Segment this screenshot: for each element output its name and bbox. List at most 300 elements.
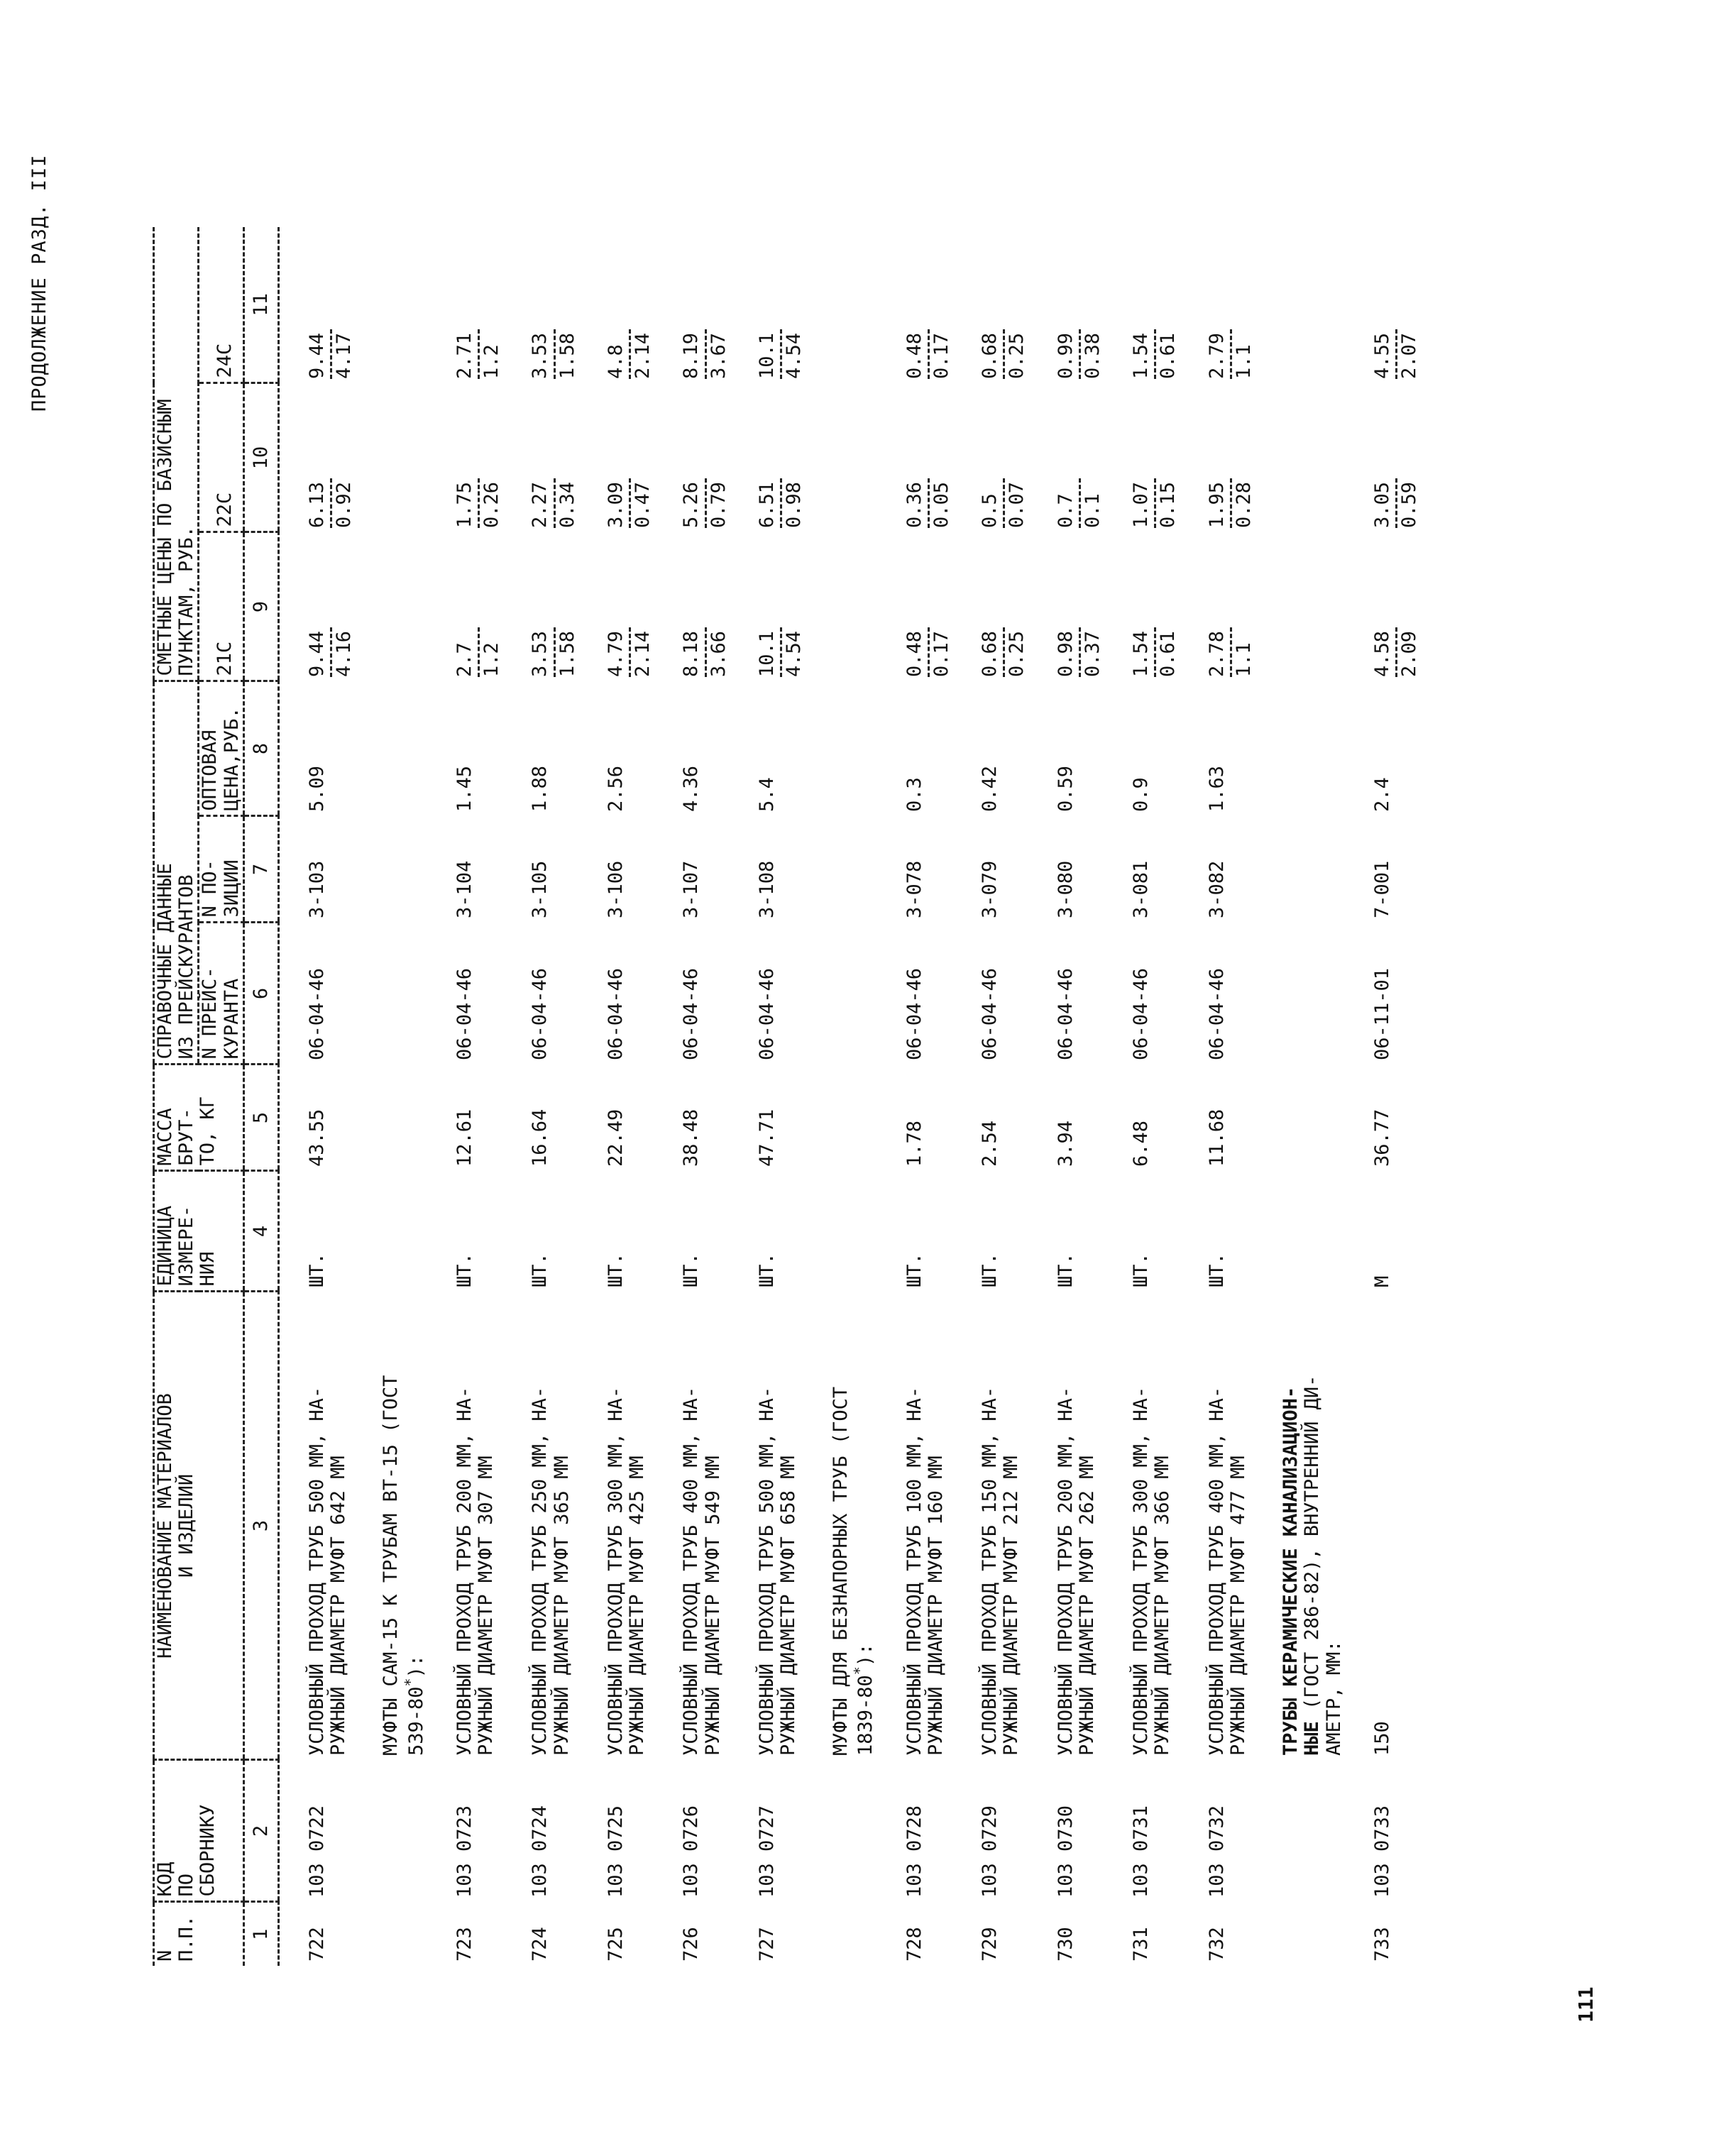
row-position: 7-001 [1370,860,1393,918]
table-body [278,227,1420,1966]
price-value-top: 9.44 [305,630,328,677]
price-value-bottom: 0.05 [930,481,952,528]
row-mass: 47.71 [755,1109,778,1167]
row-position: 3-080 [1054,860,1077,918]
row-price-22c [1345,383,1420,532]
row-unit: ШТ. [529,1253,551,1287]
price-value-top: 0.68 [979,630,1001,677]
row-name: УСЛОВНЫЙ ПРОХОД ТРУБ 250 ММ, НА- РУЖНЫЙ ДИАМЕТР МУФТ 365 ММ [529,1386,573,1756]
row-position: 3-107 [680,860,703,918]
row-number: 729 [979,1927,1001,1962]
row-price-24c [502,227,578,383]
row-pricelist: 06-04-46 [1130,967,1153,1060]
column-number-row [243,227,278,1966]
price-value-bottom: 0.92 [333,481,356,528]
price-value-bottom: 1.58 [556,630,578,677]
row-name: УСЛОВНЫЙ ПРОХОД ТРУБ 500 ММ, НА- РУЖНЫЙ ДИАМЕТР МУФТ 642 ММ [305,1386,350,1756]
row-mass: 1.78 [903,1120,925,1167]
price-value-top: 1.75 [453,481,476,528]
price-value-bottom: 0.17 [930,332,952,379]
row-pricelist: 06-11-01 [1370,967,1393,1060]
row-price-22c [877,383,952,532]
price-value-bottom: 0.26 [480,481,503,528]
price-value-bottom: 0.98 [782,481,805,528]
fraction-divider [1395,478,1397,528]
price-value-top: 0.48 [903,332,925,379]
fraction-divider [1395,627,1397,677]
fraction-divider [1230,627,1232,677]
row-mass: 6.48 [1130,1120,1153,1167]
row-pricelist: 06-04-46 [755,967,778,1060]
row-position: 3-104 [453,860,476,918]
group-heading-bold: ТРУБЫ КЕРАМИЧЕСКИЕ КАНАЛИЗАЦИОН- НЫЕ [1280,1386,1324,1756]
fraction-divider [780,329,782,379]
rotated-page [0,154,1709,2129]
price-value-top: 0.36 [903,481,925,528]
price-fraction [1372,537,1420,677]
price-value-top: 6.13 [305,481,328,528]
price-fraction [904,537,952,677]
row-price-22c [1104,383,1179,532]
row-price-22c [427,383,502,532]
price-value-top: 4.58 [1370,630,1393,677]
col-number: 8 [243,681,278,816]
price-fraction [1055,537,1104,677]
fraction-divider [1003,627,1005,677]
row-wholesale: 2.4 [1370,777,1393,812]
row-price-22c [730,383,805,532]
row-price-21c [877,532,952,681]
col-group-prices: СМЕТНЫЕ ЦЕНЫ ПО БАЗИСНЫМ ПУНКТАМ, РУБ. [154,227,199,681]
price-fraction [904,231,952,379]
fraction-divider [1154,627,1156,677]
price-value-bottom: 2.07 [1397,332,1420,379]
price-fraction [1207,231,1255,379]
price-value-top: 8.18 [680,630,703,677]
price-value-top: 8.19 [680,332,703,379]
row-wholesale: 2.56 [604,765,627,812]
page-number: 111 [1574,1986,1598,2023]
price-value-top: 1.07 [1130,481,1153,528]
col-number: 10 [243,383,278,532]
row-name: УСЛОВНЫЙ ПРОХОД ТРУБ 500 ММ, НА- РУЖНЫЙ ДИАМЕТР МУФТ 658 ММ [755,1386,799,1756]
col-number: 7 [243,816,278,923]
price-value-top: 4.55 [1370,332,1393,379]
fraction-divider [780,627,782,677]
fraction-divider [478,329,480,379]
table-row [1180,227,1255,1966]
row-number: 732 [1205,1927,1228,1962]
price-fraction [1207,387,1255,528]
price-value-bottom: 3.67 [707,332,730,379]
price-fraction [454,537,502,677]
fraction-divider [554,329,556,379]
row-price-22c [654,383,729,532]
table-row [877,227,952,1966]
price-value-top: 4.8 [604,344,627,379]
row-price-21c [730,532,805,681]
row-name: 150 [1370,1721,1393,1756]
fraction-divider [928,329,930,379]
row-unit: ШТ. [755,1253,778,1287]
price-value-bottom: 0.15 [1157,481,1180,528]
col-header-mass: МАССА БРУТ- ТО, КГ [154,1065,244,1171]
group-heading [805,227,877,1760]
row-price-22c [1028,383,1104,532]
price-fraction [681,537,729,677]
row-price-22c [278,383,355,532]
price-value-top: 1.95 [1205,481,1228,528]
row-code: 103 0728 [903,1805,925,1898]
empty-cell [1255,1902,1345,1966]
row-code: 103 0732 [1205,1805,1228,1898]
row-position: 3-078 [903,860,925,918]
price-fraction [605,387,654,528]
price-value-top: 10.1 [755,332,778,379]
col-header-22c: 22С [199,383,243,532]
price-value-top: 9.44 [305,332,328,379]
row-pricelist: 06-04-46 [604,967,627,1060]
price-value-bottom: 0.79 [707,481,730,528]
header-row [154,227,199,1966]
row-pricelist: 06-04-46 [979,967,1001,1060]
price-value-top: 6.51 [755,481,778,528]
row-name: УСЛОВНЫЙ ПРОХОД ТРУБ 300 ММ, НА- РУЖНЫЙ ДИАМЕТР МУФТ 425 ММ [604,1386,649,1756]
fraction-divider [478,627,480,677]
price-value-bottom: 2.14 [632,332,654,379]
price-value-top: 0.48 [903,630,925,677]
row-unit: ШТ. [305,1253,328,1287]
col-header-21c: 21С [199,532,243,681]
table-row [952,227,1028,1966]
row-price-21c [278,532,355,681]
price-value-top: 1.54 [1130,630,1153,677]
row-code: 103 0730 [1054,1805,1077,1898]
col-number: 9 [243,532,278,681]
group-heading-tail: ): [405,1654,427,1678]
table-row [654,227,729,1966]
row-unit: ШТ. [1054,1253,1077,1287]
row-pricelist: 06-04-46 [1205,967,1228,1060]
price-value-bottom: 0.28 [1232,481,1255,528]
col-number: 2 [243,1760,278,1902]
col-header-name: НАИМЕНОВАНИЕ МАТЕРИАЛОВ И ИЗДЕЛИЙ [154,1292,244,1760]
row-price-22c [578,383,654,532]
price-value-bottom: 4.16 [333,630,356,677]
price-fraction [307,231,355,379]
price-value-top: 10.1 [755,630,778,677]
fraction-divider [1395,329,1397,379]
row-name: УСЛОВНЫЙ ПРОХОД ТРУБ 150 ММ, НА- РУЖНЫЙ ДИАМЕТР МУФТ 212 ММ [979,1386,1023,1756]
price-fraction [1131,537,1179,677]
price-table [153,227,1420,1966]
price-value-bottom: 0.17 [930,630,952,677]
row-number: 725 [604,1927,627,1962]
price-value-bottom: 0.61 [1157,630,1180,677]
price-value-top: 1.54 [1130,332,1153,379]
group-heading-row [1255,227,1345,1966]
col-header-pricelist: N ПРЕЙС- КУРАНТА [199,923,243,1065]
price-fraction [307,387,355,528]
col-header-unit: ЕДИНИЦА ИЗМЕРЕ- НИЯ [154,1171,244,1292]
row-wholesale: 0.9 [1130,777,1153,812]
row-wholesale: 1.88 [529,765,551,812]
price-value-bottom: 0.37 [1081,630,1104,677]
table-row [730,227,805,1966]
row-mass: 3.94 [1054,1120,1077,1167]
col-number: 6 [243,923,278,1065]
price-value-top: 0.98 [1054,630,1077,677]
row-mass: 2.54 [979,1120,1001,1167]
fraction-divider [1079,627,1081,677]
row-wholesale: 1.45 [453,765,476,812]
price-fraction [1131,231,1179,379]
group-heading-text: МУФТЫ ДЛЯ БЕЗНАПОРНЫХ ТРУБ (ГОСТ 1839-80 [830,1386,877,1756]
row-price-24c [1104,227,1179,383]
row-price-21c [654,532,729,681]
col-number: 1 [243,1902,278,1966]
price-value-top: 4.79 [604,630,627,677]
row-code: 103 0725 [604,1805,627,1898]
row-name: УСЛОВНЫЙ ПРОХОД ТРУБ 200 ММ, НА- РУЖНЫЙ ДИАМЕТР МУФТ 262 ММ [1054,1386,1098,1756]
row-wholesale: 0.42 [979,765,1001,812]
col-header-code: КОД ПО СБОРНИКУ [154,1760,244,1902]
price-value-top: 2.7 [453,642,476,677]
price-value-bottom: 0.07 [1006,481,1028,528]
row-price-24c [952,227,1028,383]
price-value-top: 3.09 [604,481,627,528]
price-fraction [529,387,578,528]
row-wholesale: 5.09 [305,765,328,812]
fraction-divider [478,478,480,528]
row-price-21c [952,532,1028,681]
row-mass: 43.55 [305,1109,328,1167]
fraction-divider [629,627,631,677]
row-mass: 38.48 [680,1109,703,1167]
row-code: 103 0723 [453,1805,476,1898]
row-number: 730 [1054,1927,1077,1962]
row-price-24c [1028,227,1104,383]
price-fraction [979,537,1028,677]
row-unit: ШТ. [979,1253,1001,1287]
page-heading: ПРОДОЛЖЕНИЕ РАЗД. III [28,154,50,412]
row-code: 103 0727 [755,1805,778,1898]
fraction-divider [330,478,332,528]
row-price-21c [502,532,578,681]
row-position: 3-079 [979,860,1001,918]
col-number: 5 [243,1065,278,1171]
row-unit: ШТ. [1205,1253,1228,1287]
price-value-bottom: 2.09 [1397,630,1420,677]
row-unit: ШТ. [680,1253,703,1287]
price-value-top: 3.53 [529,332,551,379]
price-value-bottom: 3.66 [707,630,730,677]
price-value-bottom: 0.25 [1006,332,1028,379]
price-value-top: 2.78 [1205,630,1228,677]
row-pricelist: 06-04-46 [1054,967,1077,1060]
row-price-21c [1345,532,1420,681]
row-name: УСЛОВНЫЙ ПРОХОД ТРУБ 400 ММ, НА- РУЖНЫЙ ДИАМЕТР МУФТ 477 ММ [1205,1386,1249,1756]
row-number: 726 [680,1927,703,1962]
price-value-bottom: 2.14 [632,630,654,677]
row-wholesale: 5.4 [755,777,778,812]
price-value-top: 3.05 [1370,481,1393,528]
row-code: 103 0729 [979,1805,1001,1898]
price-fraction [757,537,805,677]
row-pricelist: 06-04-46 [903,967,925,1060]
price-fraction [1372,387,1420,528]
fraction-divider [1079,329,1081,379]
row-mass: 11.68 [1205,1109,1228,1167]
group-heading-row [805,227,877,1966]
price-value-bottom: 1.58 [556,332,578,379]
row-name: УСЛОВНЫЙ ПРОХОД ТРУБ 400 ММ, НА- РУЖНЫЙ ДИАМЕТР МУФТ 549 ММ [680,1386,724,1756]
fraction-divider [1154,478,1156,528]
fraction-divider [928,478,930,528]
col-number: 3 [243,1292,278,1760]
row-position: 3-106 [604,860,627,918]
row-price-21c [578,532,654,681]
price-value-bottom: 4.54 [782,630,805,677]
price-fraction [681,387,729,528]
price-fraction [757,387,805,528]
row-mass: 36.77 [1370,1109,1393,1167]
row-position: 3-081 [1130,860,1153,918]
row-price-24c [427,227,502,383]
fraction-divider [554,478,556,528]
price-fraction [605,231,654,379]
row-name: УСЛОВНЫЙ ПРОХОД ТРУБ 100 ММ, НА- РУЖНЫЙ ДИАМЕТР МУФТ 160 ММ [903,1386,947,1756]
col-header-wholesale: ОПТОВАЯ ЦЕНА,РУБ. [199,681,243,816]
price-value-bottom: 1.1 [1232,344,1255,379]
fraction-divider [629,478,631,528]
price-fraction [605,537,654,677]
empty-cell [1255,1760,1345,1902]
price-value-bottom: 4.17 [333,332,356,379]
row-price-22c [502,383,578,532]
fraction-divider [705,329,707,379]
row-wholesale: 4.36 [680,765,703,812]
empty-cell [805,1760,877,1902]
row-unit: ШТ. [903,1253,925,1287]
table-row [427,227,502,1966]
row-number: 724 [529,1927,551,1962]
price-fraction [454,387,502,528]
col-header-position: N ПО- ЗИЦИИ [199,816,243,923]
row-number: 731 [1130,1927,1153,1962]
price-fraction [681,231,729,379]
table-row [278,227,355,1966]
price-fraction [529,231,578,379]
fraction-divider [1079,478,1081,528]
row-position: 3-103 [305,860,328,918]
row-number: 723 [453,1927,476,1962]
price-fraction [757,231,805,379]
price-fraction [979,231,1028,379]
price-value-top: 5.26 [680,481,703,528]
row-code: 103 0724 [529,1805,551,1898]
row-price-24c [578,227,654,383]
empty-cell [355,1760,427,1902]
price-value-bottom: 1.2 [480,344,503,379]
row-name: УСЛОВНЫЙ ПРОХОД ТРУБ 200 ММ, НА- РУЖНЫЙ ДИАМЕТР МУФТ 307 ММ [453,1386,498,1756]
row-name: УСЛОВНЫЙ ПРОХОД ТРУБ 300 ММ, НА- РУЖНЫЙ ДИАМЕТР МУФТ 366 ММ [1130,1386,1174,1756]
row-number: 727 [755,1927,778,1962]
group-heading-tail: ): [855,1643,877,1667]
price-fraction [1055,231,1104,379]
price-value-top: 0.5 [979,493,1001,528]
row-number: 728 [903,1927,925,1962]
price-value-top: 3.53 [529,630,551,677]
empty-cell [805,1902,877,1966]
fraction-divider [780,478,782,528]
row-pricelist: 06-04-46 [529,967,551,1060]
col-header-24c: 24С [213,343,236,378]
fraction-divider [1230,329,1232,379]
price-value-bottom: 1.2 [480,642,503,677]
fraction-divider [705,478,707,528]
fraction-divider [330,627,332,677]
fraction-divider [1154,329,1156,379]
group-heading-text: МУФТЫ САМ-15 К ТРУБАМ ВТ-15 (ГОСТ 539-80 [380,1375,427,1756]
row-unit: ШТ. [1130,1253,1153,1287]
fraction-divider [330,329,332,379]
row-position: 3-105 [529,860,551,918]
row-price-21c [1104,532,1179,681]
row-position: 3-108 [755,860,778,918]
row-wholesale: 1.63 [1205,765,1228,812]
row-price-21c [1180,532,1255,681]
col-group-reference: СПРАВОЧНЫЕ ДАННЫЕ ИЗ ПРЕЙСКУРАНТОВ [154,681,199,1065]
row-pricelist: 06-04-46 [305,967,328,1060]
footnote-star: * [401,1678,419,1687]
fraction-divider [1003,478,1005,528]
fraction-divider [554,627,556,677]
group-heading [1255,227,1345,1760]
row-wholesale: 0.59 [1054,765,1077,812]
table-row [1345,227,1420,1966]
price-fraction [1131,387,1179,528]
price-value-top: 2.27 [529,481,551,528]
fraction-divider [1003,329,1005,379]
price-fraction [1207,537,1255,677]
row-price-21c [1028,532,1104,681]
price-value-bottom: 1.1 [1232,642,1255,677]
row-position: 3-082 [1205,860,1228,918]
price-value-bottom: 0.1 [1081,493,1104,528]
footnote-star: * [851,1666,869,1676]
row-price-24c [278,227,355,383]
price-value-bottom: 0.34 [556,481,578,528]
row-code: 103 0733 [1370,1805,1393,1898]
row-pricelist: 06-04-46 [680,967,703,1060]
price-value-top: 0.7 [1054,493,1077,528]
price-value-bottom: 0.47 [632,481,654,528]
col-number: 4 [243,1171,278,1292]
row-code: 103 0722 [305,1805,328,1898]
table-row [502,227,578,1966]
fraction-divider [1230,478,1232,528]
row-code: 103 0726 [680,1805,703,1898]
row-pricelist: 06-04-46 [453,967,476,1060]
group-heading-row [355,227,427,1966]
price-fraction [529,537,578,677]
row-price-24c [1180,227,1255,383]
row-number: 722 [305,1927,328,1962]
row-price-24c [730,227,805,383]
row-price-24c [1345,227,1420,383]
row-code: 103 0731 [1130,1805,1153,1898]
